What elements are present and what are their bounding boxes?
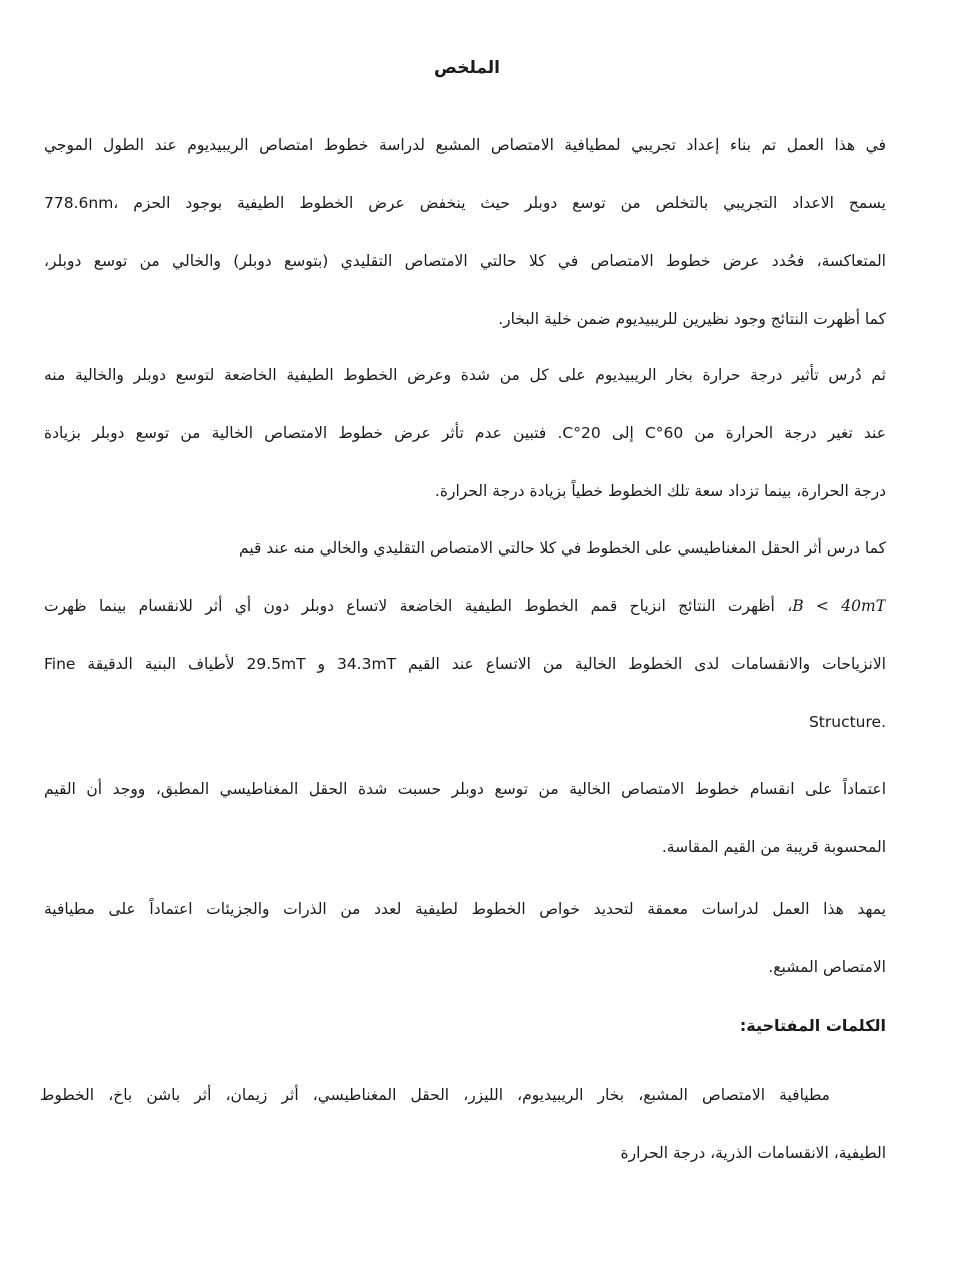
- paragraph-1: [44, 116, 886, 348]
- paragraph-line-rest: ، أظهرت النتائج انزياح قمم الخطوط الطيفية الخاضعة لاتساع دوبلر دون أي أثر للانقسام بينما ظهرت: [44, 597, 793, 615]
- paragraph-line: المحسوبة قريبة من القيم المقاسة.: [661, 838, 886, 856]
- paragraph-3: [44, 519, 886, 751]
- keywords-list: [40, 1066, 886, 1182]
- magnetic-field-inequality: B < 40mT: [792, 597, 886, 615]
- paragraph-line: يمهد هذا العمل لدراسات معمقة لتحديد خواص الخطوط لطيفية لعدد من الذرات والجزيئات اعتماداً على مطيافية: [44, 900, 886, 918]
- keywords-line: مطيافية الامتصاص المشبع، بخار الريبيديوم، الليزر، الحقل المغناطيسي، أثر زيمان، أثر باشن باخ، الخطوط: [40, 1086, 830, 1104]
- abstract-title: الملخص: [434, 58, 500, 78]
- keywords-heading: الكلمات المفتاحية:: [739, 1016, 886, 1035]
- paragraph-line: كما درس أثر الحقل المغناطيسي على الخطوط في كلا حالتي الامتصاص التقليدي والخالي منه عند قيم: [239, 539, 886, 557]
- paragraph-line: Structure.: [808, 713, 886, 731]
- paragraph-line: اعتماداً على انقسام خطوط الامتصاص الخالية من توسع دوبلر حسبت شدة الحقل المغناطيسي المطبق، ووجد أن القيم: [44, 780, 886, 798]
- paragraph-5: [44, 880, 886, 996]
- paragraph-line: في هذا العمل تم بناء إعداد تجريبي لمطيافية الامتصاص المشبع لدراسة خطوط امتصاص الريبيديوم عند الطول الموجي: [44, 136, 886, 154]
- keywords-line: الطيفية، الانقسامات الذرية، درجة الحرارة: [620, 1144, 886, 1162]
- paragraph-line: عند تغير درجة الحرارة من 60°C إلى 20°C. فتبين عدم تأثر عرض خطوط الامتصاص الخالية من توسع دوبلر بزيادة: [44, 424, 886, 442]
- paragraph-line-with-math: [44, 577, 886, 635]
- paragraph-line: كما أظهرت النتائج وجود نظيرين للريبيديوم ضمن خلية البخار.: [498, 310, 886, 328]
- paragraph-line: درجة الحرارة، بينما تزداد سعة تلك الخطوط خطياً بزيادة درجة الحرارة.: [434, 482, 886, 500]
- paragraph-line: الانزياحات والانقسامات لدى الخطوط الخالية من الاتساع عند القيم 34.3mT و 29.5mT لأطياف البنية الدقيقة Fine: [44, 655, 886, 673]
- paragraph-2: [44, 346, 886, 520]
- paragraph-line: الامتصاص المشبع.: [768, 958, 886, 976]
- paragraph-4: [44, 760, 886, 876]
- paragraph-line: 778.6nm، يسمح الاعداد التجريبي بالتخلص من توسع دوبلر حيث ينخفض عرض الخطوط الطيفية بوجود الحزم: [44, 194, 886, 212]
- paragraph-line: ثم دُرس تأثير درجة حرارة بخار الريبيديوم على كل من شدة وعرض الخطوط الطيفية الخاضعة لتوسع دوبلر والخالية منه: [44, 366, 886, 384]
- paragraph-line: المتعاكسة، فحُدد عرض خطوط الامتصاص في كلا حالتي الامتصاص التقليدي (بتوسع دوبلر) والخالي من توسع دوبلر،: [44, 252, 886, 270]
